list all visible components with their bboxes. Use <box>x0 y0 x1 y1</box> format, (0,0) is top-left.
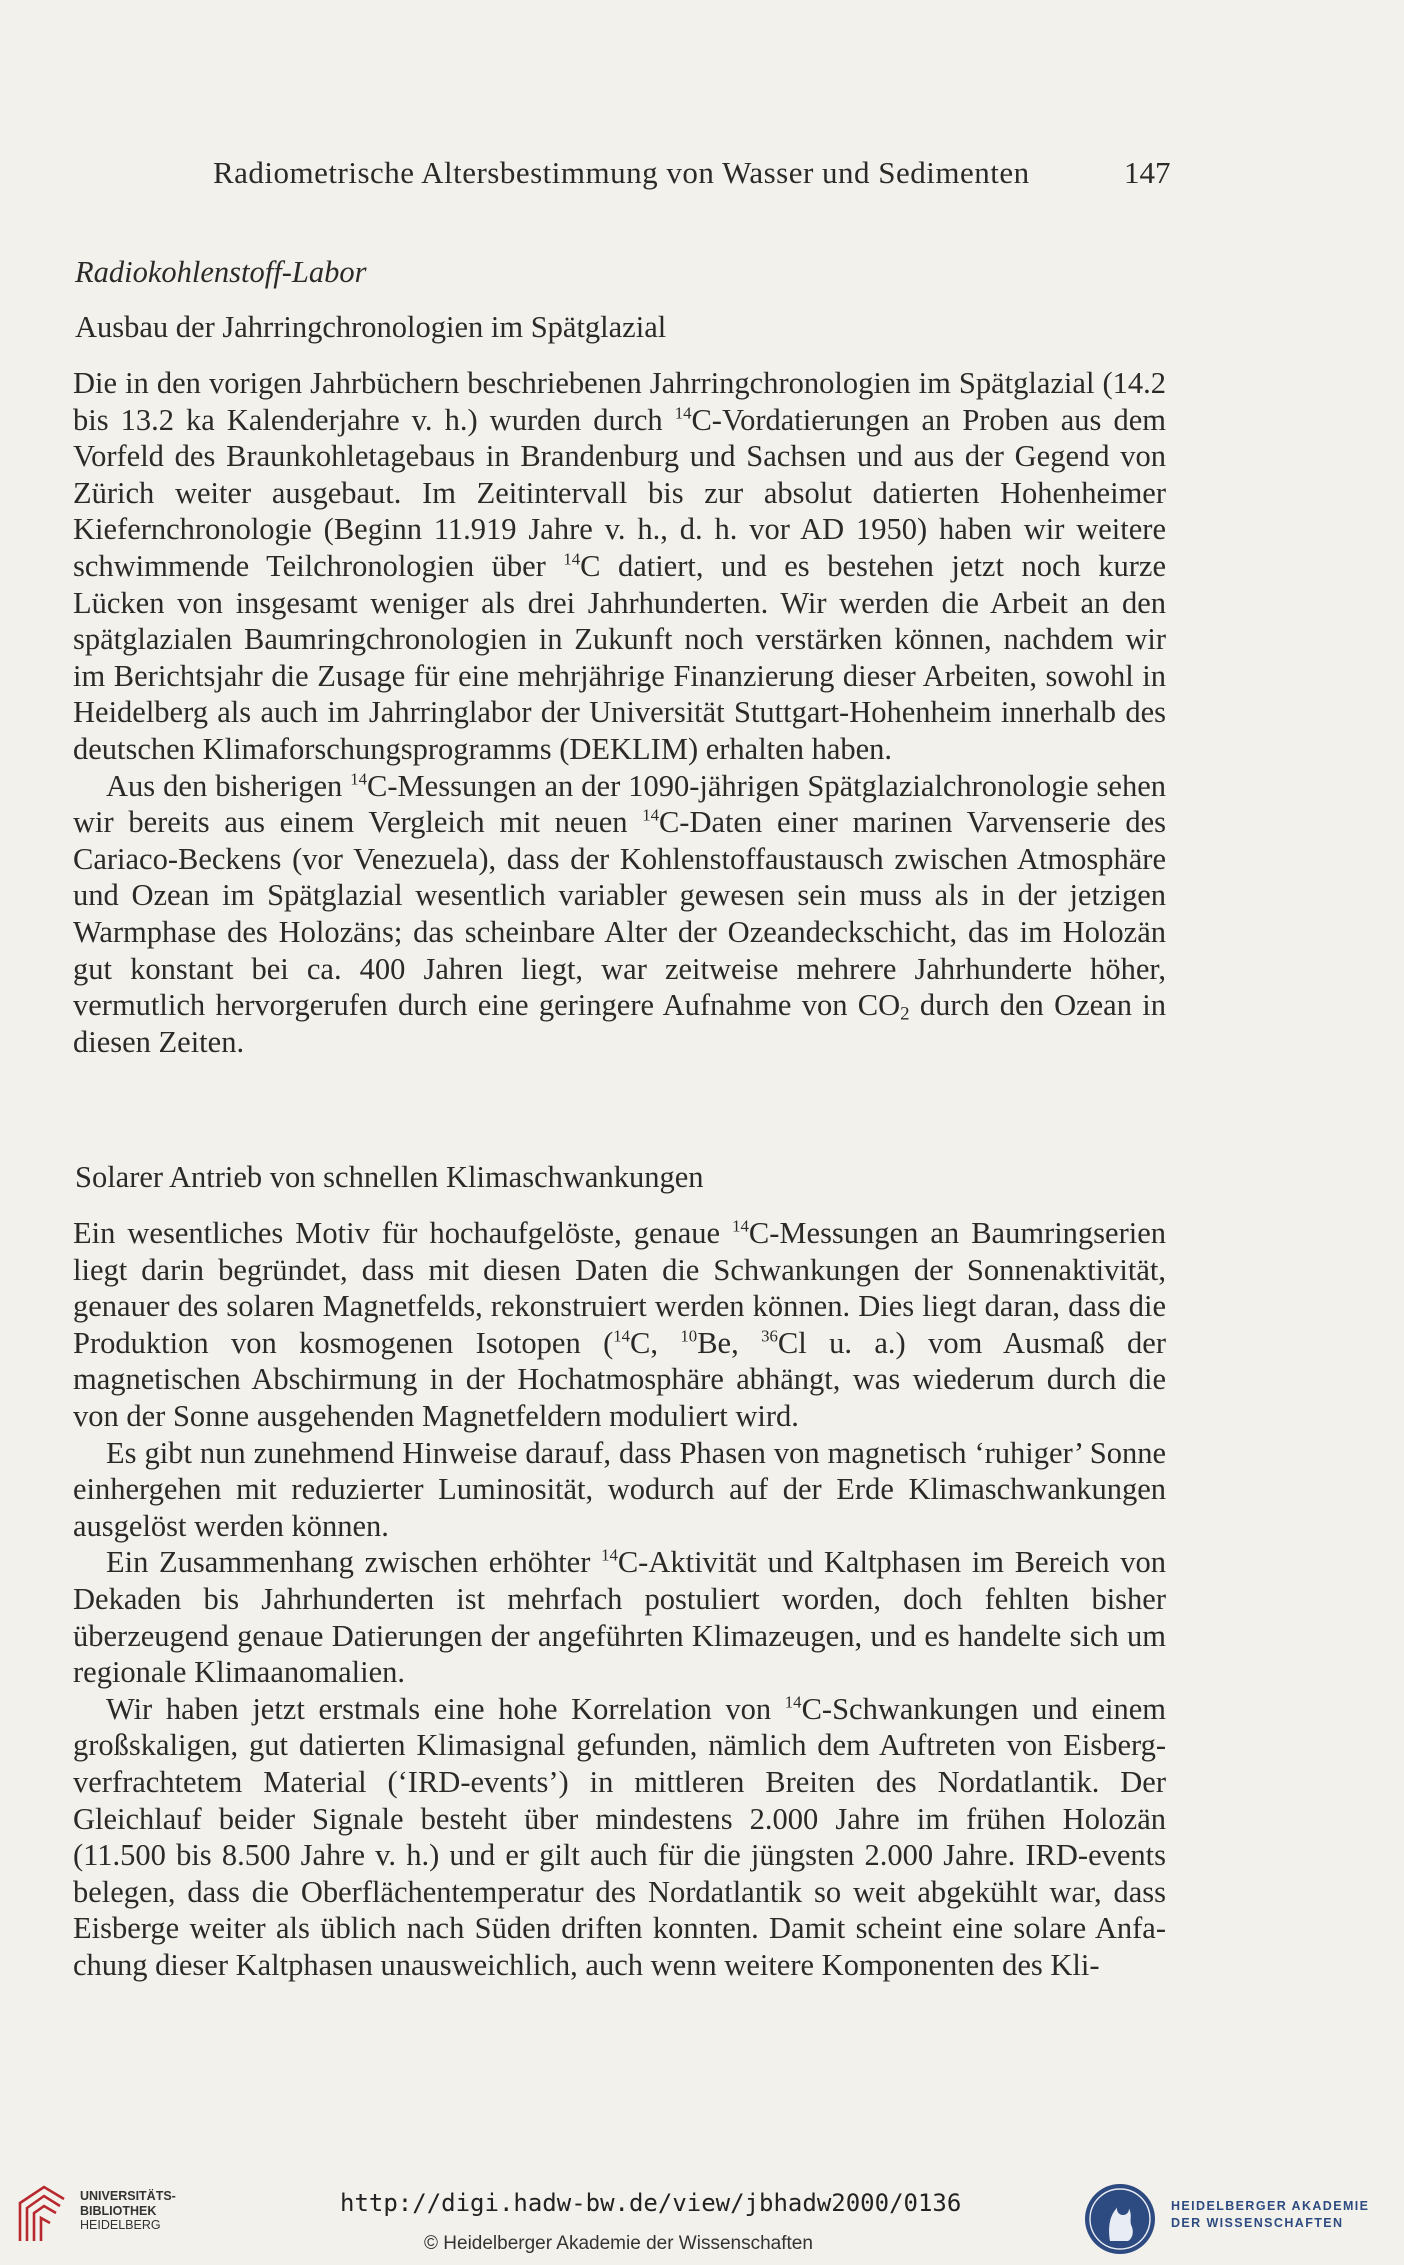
superscript: 36 <box>761 1326 778 1346</box>
superscript: 10 <box>680 1326 698 1346</box>
text-run: Ein Zusammenhang zwischen erhöhter <box>106 1545 602 1580</box>
superscript: 14 <box>642 805 659 825</box>
library-line-1: UNIVERSITÄTS- <box>80 2189 176 2203</box>
text-run: C-Aktivität und Kaltphasen im Bereich von Dekaden bis Jahrhunderten ist mehrfach postuliert worden, doch fehlten bisher überzeugend genaue Datierungen der angeführten Klimazeugen, und es handelte sich um regionale Klimaanomalien. <box>73 1545 1166 1690</box>
academy-name <box>1171 2198 1369 2232</box>
paragraph-2 <box>73 768 1166 1061</box>
text-run: Ein wesentliches Motiv für hochaufgelöste, genaue <box>73 1216 733 1250</box>
source-url-link[interactable]: http://digi.hadw-bw.de/view/jbhadw2000/0136 <box>340 2189 962 2217</box>
text-run: Die in den vorigen Jahrbüchern beschriebenen Jahrringchronologien im Spätglazial (14.2 bis 13.2 ka Kalenderjahre v. h.) wurden durch <box>73 366 1166 437</box>
paragraph-4: Es gibt nun zunehmend Hinweise darauf, dass Phasen von magnetisch ‘ruhiger’ Sonne einhergehen mit reduzierter Luminosität, wodurch auf der Erde Klimaschwankungen ausgelöst werden können. <box>73 1435 1166 1543</box>
academy-line-1: HEIDELBERGER AKADEMIE <box>1171 2199 1370 2213</box>
superscript: 14 <box>784 1691 802 1711</box>
section-subheading-2: Solarer Antrieb von schnellen Klimaschwankungen <box>75 1160 704 1194</box>
paragraph-1 <box>73 365 1166 768</box>
university-library-logo-icon <box>14 2181 70 2245</box>
copyright-notice: © Heidelberger Akademie der Wissenschaften <box>424 2233 813 2254</box>
text-run: Be, <box>697 1325 762 1360</box>
text-run: C-Messungen an der 1090-jährigen Spätglazialchronologie sehen wir bereits aus einem Vergleich mit neuen <box>73 768 1166 840</box>
superscript: 14 <box>350 768 368 788</box>
text-run: Wir haben jetzt erstmals eine hohe Korrelation von <box>106 1691 785 1726</box>
academy-line-2: DER WISSENSCHAFTEN <box>1171 2216 1344 2230</box>
superscript: 14 <box>674 402 692 422</box>
superscript: 14 <box>732 1216 749 1236</box>
body-text-block-1 <box>73 365 1166 1060</box>
text-run: C datiert, und es bestehen jetzt noch kurze Lücken von insgesamt weniger als drei Jahrhunderten. Wir werden die Arbeit an den spätglazialen Baumringchronologien in Zukunft noch verstärken können, nachdem wir im Berichtsjahr die Zusage für eine mehrjährige Finanzierung dieser Arbeiten, sowohl in Heidelberg als auch im Jahrringlabor der Universität Stuttgart-Hohenheim innerhalb des deutschen Klimaforschungsprogramms (DEKLIM) erhalten haben. <box>73 548 1166 766</box>
text-run: Aus den bisherigen <box>106 768 351 803</box>
digitization-footer <box>0 2175 1404 2265</box>
superscript: 14 <box>601 1545 618 1565</box>
page-number: 147 <box>1124 155 1171 190</box>
paragraph-5 <box>73 1544 1166 1690</box>
text-run: C-Vordatierungen an Proben aus dem Vorfeld des Braunkohletagebaus in Brandenburg und Sachsen und aus der Gegend von Zürich weiter ausgebaut. Im Zeitintervall bis zur absolut datierten Hohenheimer Kiefernchronologie (Beginn 11.919 Jahre v. h., d. h. vor AD 1950) haben wir weitere schwimmende Teilchronologien über <box>73 402 1166 583</box>
superscript: 14 <box>613 1326 631 1346</box>
section-subheading-1: Ausbau der Jahrringchronologien im Spätglazial <box>75 310 667 344</box>
text-run: C-Daten einer marinen Varvenserie des Cariaco-Beckens (vor Venezuela), dass der Kohlenstoffaustausch zwischen Atmosphäre und Ozean im Spätglazial wesentlich variabler gewesen sein muss als in der jetzigen Warmphase des Holozäns; das scheinbare Alter der Ozeandeckschicht, das im Holozän gut konstant bei ca. 400 Jahren liegt, war zeitweise mehrere Jahrhunderte höher, vermutlich hervorgerufen durch eine geringere Aufnahme von CO <box>73 805 1166 1023</box>
text-run: durch den Ozean in diesen Zeiten. <box>73 988 1167 1059</box>
subscript: 2 <box>900 1003 910 1025</box>
running-header-title: Radiometrische Altersbestimmung von Wasser und Sedimenten <box>213 155 1030 190</box>
library-line-2: BIBLIOTHEK <box>80 2203 157 2218</box>
text-run: C, <box>630 1325 681 1360</box>
paragraph-3 <box>73 1215 1166 1435</box>
library-line-3: HEIDELBERG <box>80 2218 161 2232</box>
text-run: C-Schwankungen und einem großskaligen, gut datierten Klimasignal gefunden, nämlich dem Auftreten von Eisberg-verfrachtetem Material (‘IRD-events’) in mittleren Breiten des Nordatlantik. Der Gleichlauf beider Signale besteht über mindestens 2.000 Jahre im frühen Holozän (11.500 bis 8.500 Jahre v. h.) und er gilt auch für die jüngsten 2.000 Jahre. IRD-events belegen, dass die Oberflächentemperatur des Nordatlantik so weit abgekühlt war, dass Eisberge weiter als üblich nach Süden driften konnten. Damit scheint eine solare Anfachung dieser Kaltphasen unausweichlich, auch wenn weitere Komponenten des Kli- <box>73 1691 1166 1982</box>
paragraph-6 <box>73 1691 1166 1984</box>
lab-heading: Radiokohlenstoff-Labor <box>75 255 367 289</box>
university-library-name <box>80 2189 176 2233</box>
academy-seal-icon <box>1082 2181 1158 2257</box>
text-run: Cl u. a.) vom Ausmaß der magnetischen Abschirmung in der Hochatmosphäre abhängt, was wiederum durch die von der Sonne ausgehenden Magnetfeldern moduliert wird. <box>73 1325 1167 1433</box>
superscript: 14 <box>563 549 581 569</box>
body-text-block-2 <box>73 1215 1166 1983</box>
text-run: C-Messungen an Baumringserien liegt darin begründet, dass mit diesen Daten die Schwankungen der Sonnenaktivität, genauer des solaren Magnetfelds, rekonstruiert werden können. Dies liegt daran, dass die Produktion von kosmogenen Isotopen ( <box>73 1216 1167 1360</box>
